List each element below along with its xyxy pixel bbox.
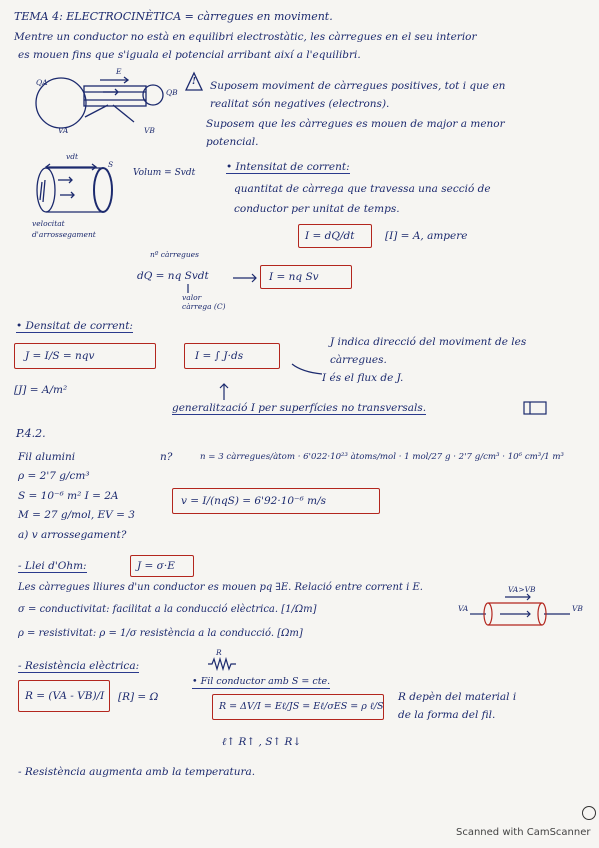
warning-line-2: realitat són negatives (electrons). <box>210 98 390 110</box>
warning-line-3: Suposem que les càrregues es mouen de major a menor <box>206 118 505 130</box>
fig2-drawing <box>37 164 112 212</box>
scanner-footer: Scanned with CamScanner <box>456 827 591 838</box>
problem-v-result: v = I/(nqS) = 6'92·10⁻⁶ m/s <box>181 495 327 507</box>
fil-formula: R = ΔV/I = Eℓ/JS = Eℓ/σES = ρ ℓ/S <box>219 701 384 712</box>
problem-s-i: S = 10⁻⁶ m² I = 2A <box>18 490 119 502</box>
resistencia-depen-1: R depèn del material i <box>398 691 517 703</box>
dq-note-carregues: nº càrregues <box>150 250 199 259</box>
fig1-label-vb: VB <box>144 126 155 135</box>
densitat-formula: J = I/S = nqv <box>25 350 95 362</box>
warning-line-4: potencial. <box>206 136 259 148</box>
dq-result-box <box>260 265 352 289</box>
ohm-formula-box <box>130 555 194 577</box>
fig1-label-e: E <box>116 67 122 76</box>
dq-note-carrega: càrrega (C) <box>182 302 226 311</box>
densitat-note-1: J indica direcció del moviment de les <box>330 336 527 348</box>
resistencia-formula: R = (VA - VB)/I <box>25 690 105 702</box>
resistencia-trend: ℓ↑ R↑ , S↑ R↓ <box>222 736 302 748</box>
problem-v-box <box>172 488 380 514</box>
intensitat-formula: I = dQ/dt <box>305 230 355 242</box>
densitat-formula-box <box>14 343 156 369</box>
ohm-heading: - Llei d'Ohm: <box>18 560 87 572</box>
fil-formula-box <box>212 694 384 720</box>
fig1-label-qb: QB <box>166 88 178 97</box>
scribble-icon <box>524 402 546 414</box>
dq-formula: dQ = nq Svdt <box>137 270 209 282</box>
problem-n-question: n? <box>160 451 173 463</box>
ohm-line-1: Les càrregues lliures d'un conductor es mouen pq ∃E. Relació entre corrent i E. <box>18 582 423 593</box>
camscanner-logo-icon <box>582 806 596 820</box>
ohm-rho: ρ = resistivitat: ρ = 1/σ resistència a la conducció. [Ωm] <box>18 628 303 639</box>
dq-result: I = nq Sv <box>269 271 319 283</box>
densitat-integral-box <box>184 343 280 369</box>
resistencia-temperature: - Resistència augmenta amb la temperatura. <box>18 766 256 778</box>
fig2-label-s: S <box>108 160 114 169</box>
dq-note-valor: valor <box>182 293 202 302</box>
intensitat-heading: • Intensitat de corrent: <box>226 161 350 173</box>
warning-line-1: Suposem moviment de càrregues positives, tot i que en <box>210 80 506 92</box>
intensitat-formula-box <box>298 224 372 248</box>
densitat-generalization: generalització I per superfícies no transversals. <box>172 402 427 414</box>
densitat-note-3: I és el flux de J. <box>322 372 404 384</box>
densitat-integral: I = ∫ J·ds <box>195 350 244 362</box>
problem-n-formula: n = 3 càrregues/àtom · 6'022·10²³ àtoms/mol · 1 mol/27 g · 2'7 g/cm³ · 10⁶ cm³/1 m³ <box>200 452 564 462</box>
fig2-label-volum: Volum = Svdt <box>133 168 196 178</box>
intensitat-def-2: conductor per unitat de temps. <box>234 203 400 215</box>
densitat-heading: • Densitat de corrent: <box>16 320 133 332</box>
fig2-label-vdt: vdt <box>66 152 79 161</box>
problem-m-ev: M = 27 g/mol, EV = 3 <box>18 509 135 521</box>
fig1-label-va: VA <box>58 126 69 135</box>
ohm-formula: J = σ·E <box>137 560 175 572</box>
densitat-note-2: càrregues. <box>330 354 387 366</box>
resistencia-heading: - Resistència elèctrica: <box>18 660 140 672</box>
fil-heading: • Fil conductor amb S = cte. <box>192 676 331 687</box>
fig2-label-velocitat: velocitat <box>32 219 65 228</box>
ohm-fig-compare: VA>VB <box>508 585 536 594</box>
problem-material: Fil alumini <box>18 451 76 463</box>
ohm-fig-va: VA <box>458 604 469 613</box>
ohm-sigma: σ = conductivitat: facilitat a la conducció elèctrica. [1/Ωm] <box>18 604 317 615</box>
problem-rho: ρ = 2'7 g/cm³ <box>18 470 90 482</box>
resistencia-formula-box <box>18 680 110 712</box>
ohm-fig-vb: VB <box>572 604 583 613</box>
densitat-units: [J] = A/m² <box>14 384 68 396</box>
fig2-label-arrossegament: d'arrossegament <box>32 230 96 239</box>
problem-ask: a) v arrossegament? <box>18 529 127 541</box>
resistor-symbol <box>208 659 236 669</box>
generalization-arrow <box>220 364 322 400</box>
intensitat-def-1: quantitat de càrrega que travessa una secció de <box>234 183 491 195</box>
intensitat-units: [I] = A, ampere <box>385 230 468 242</box>
intro-line-1: Mentre un conductor no està en equilibri electrostàtic, les càrregues en el seu interior <box>14 31 477 43</box>
fig1-label-qa: QA <box>36 78 48 87</box>
ohm-wire-drawing <box>470 594 570 625</box>
problem-id: P.4.2. <box>16 427 46 440</box>
page-title: TEMA 4: ELECTROCINÈTICA = càrregues en moviment. <box>14 10 333 23</box>
intro-line-2: es mouen fins que s'iguala el potencial arribant així a l'equilibri. <box>18 49 361 61</box>
resistencia-depen-2: de la forma del fil. <box>398 709 496 721</box>
fig1-drawing <box>36 77 163 128</box>
resistencia-units: [R] = Ω <box>118 691 159 703</box>
warning-mark: ! <box>192 77 196 87</box>
resistor-label: R <box>216 648 222 657</box>
